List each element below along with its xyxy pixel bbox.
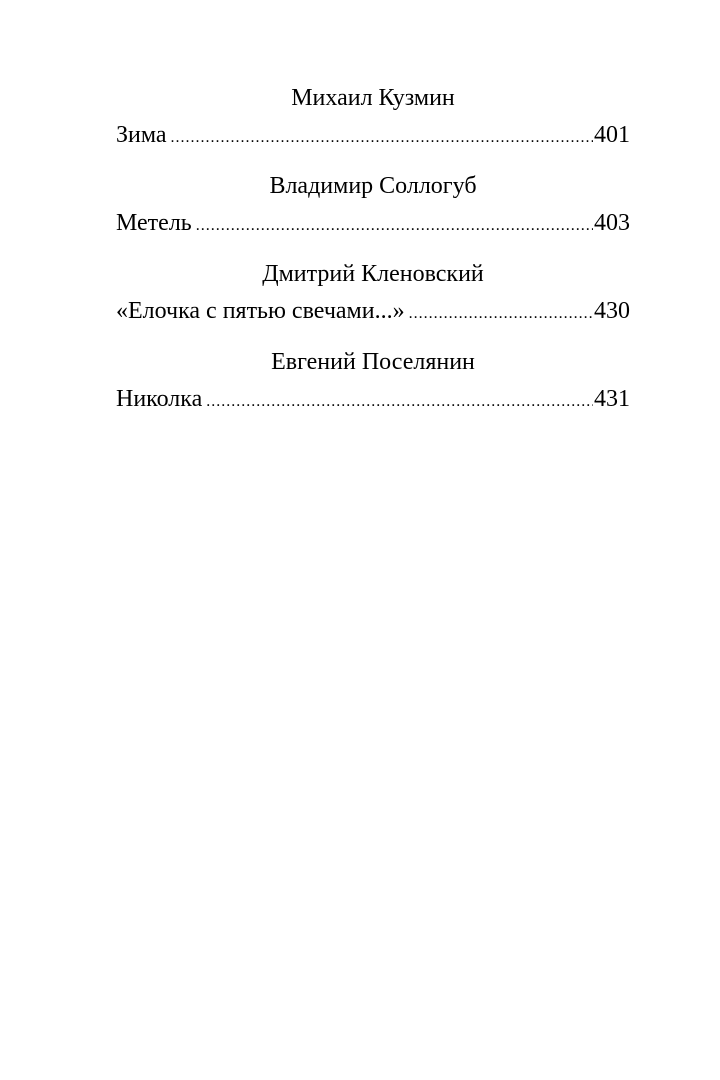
toc-entry — [116, 294, 630, 328]
page-number: 401 — [594, 122, 630, 148]
toc-entry — [116, 206, 630, 240]
dot-leader — [171, 121, 593, 155]
dot-leader — [409, 297, 593, 331]
toc-entry — [116, 382, 630, 416]
entry-title: Николка — [116, 386, 203, 412]
author-name: Дмитрий Кленовский — [262, 261, 484, 287]
toc-entry — [116, 118, 630, 152]
toc-section — [116, 166, 630, 240]
dot-leader — [196, 209, 593, 243]
page-number: 430 — [594, 298, 630, 324]
table-of-contents — [116, 78, 630, 430]
author-name: Евгений Поселянин — [271, 349, 475, 375]
entry-title: Метель — [116, 210, 192, 236]
entry-title: Зима — [116, 122, 167, 148]
toc-section — [116, 342, 630, 416]
page-number: 403 — [594, 210, 630, 236]
dot-leader — [206, 385, 593, 419]
page-number: 431 — [594, 386, 630, 412]
toc-section — [116, 78, 630, 152]
author-name: Михаил Кузмин — [291, 85, 455, 111]
entry-title: «Елочка с пятью свечами...» — [116, 298, 405, 324]
toc-section — [116, 254, 630, 328]
author-name: Владимир Соллогуб — [269, 173, 477, 199]
